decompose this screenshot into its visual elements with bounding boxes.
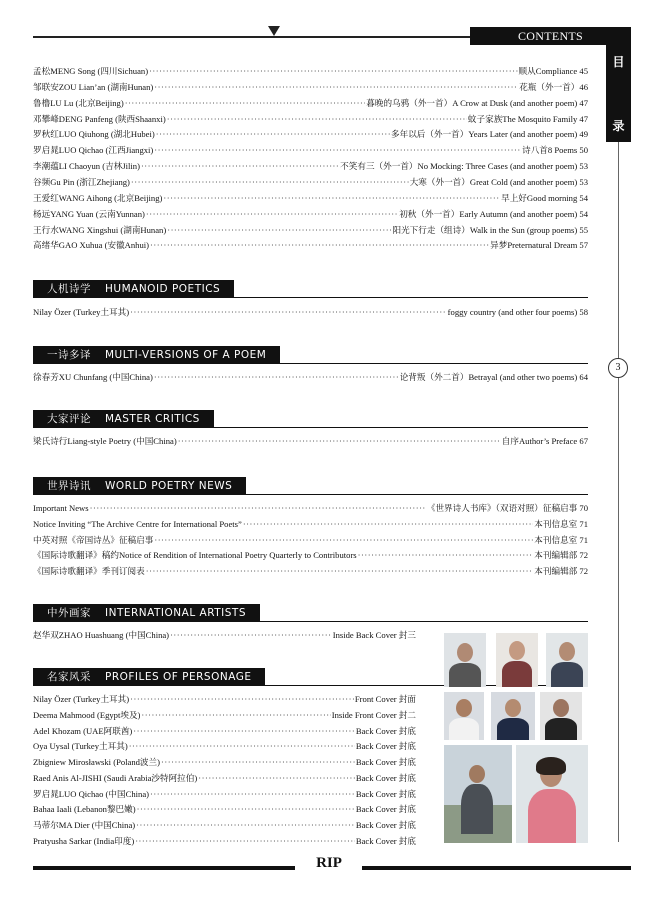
toc-entry [33,127,588,141]
toc-entry-title-page: Inside Back Cover 封三 [332,630,416,640]
dot-leader [154,370,399,384]
toc-entry-title-page: 花瓶（外一首）46 [519,81,588,92]
dot-leader [135,834,355,848]
toc-entry-title-page: 阳光下行走（组诗）Walk in the Sun (group poems) 55 [392,224,588,235]
toc-entry-author: Important News [33,503,89,513]
toc-entry-title-page: Front Cover 封面 [354,694,416,704]
toc-entry [33,207,588,221]
toc-entry [33,548,588,562]
toc-entry-title-page: Inside Front Cover 封二 [331,709,416,720]
toc-entry [33,802,416,816]
toc-entry [33,739,416,753]
toc-entry-title-page: foggy country (and other four poems) 58 [447,307,588,317]
dot-leader [154,533,533,547]
section-title-cn: 名家风采 [47,671,91,683]
toc-entry-author: Deema Mahmood (Egypt埃及) [33,709,141,720]
toc-entry [33,143,588,157]
dot-leader [125,96,366,110]
toc-entry [33,628,416,642]
portrait-photo [491,692,535,740]
dot-leader [150,238,489,252]
toc-entry-title-page: 顺从Compliance 45 [518,66,588,76]
dot-leader [90,501,426,515]
section-title-en: INTERNATIONAL ARTISTS [105,607,246,619]
toc-entry-title-page: Back Cover 封底 [355,741,416,752]
toc-entry-title-page: 大寒（外一首）Great Cold (and another poem) 53 [409,176,588,187]
footer-rule-left [33,866,295,870]
section-title-cn: 人机诗学 [47,283,91,295]
toc-entry [33,175,588,189]
toc-entry-title-page: 本刊信息室 71 [534,518,588,529]
dot-leader [146,207,398,221]
dot-leader [130,692,354,706]
toc-entry [33,305,588,319]
dot-leader [141,159,339,173]
toc-entry-author: 王行水WANG Xingshui (湖南Hunan) [33,224,167,235]
toc-entry-author: 马蒂尔MA Dier (中国China) [33,820,136,830]
toc-entry-author: Bahaa Iaali (Lebanon黎巴嫩) [33,804,136,815]
dot-leader [163,191,500,205]
toc-entry [33,787,416,801]
toc-entry-title-page: 《世界诗人书库》（双语对照）征稿启事 70 [426,503,588,513]
toc-entry [33,564,588,578]
dot-leader [141,708,330,722]
dot-leader [161,755,355,769]
toc-entry-author: 梁氏诗行Liang-style Poetry (中国China) [33,436,177,446]
dot-leader [154,143,521,157]
toc-entry-author: 罗启晁LUO Qichao (江西Jiangxi) [33,145,154,156]
toc-entry-author: Zbigniew Mirosławski (Poland波兰) [33,757,160,767]
toc-entry [33,517,588,531]
toc-entry-author: Nilay Özer (Turkey土耳其) [33,307,130,317]
dot-leader [129,739,355,753]
toc-entry-title-page: Back Cover 封底 [355,804,416,815]
toc-entry-author: 杨远YANG Yuan (云南Yunnan) [33,208,145,219]
toc-entry [33,434,588,448]
section-title-en: HUMANOID POETICS [105,283,221,295]
section-header [33,280,234,298]
toc-entry [33,501,588,515]
toc-entry-author: 邹联安ZOU Lian’an (湖南Hunan) [33,81,154,92]
toc-entry-title-page: Back Cover 封底 [355,835,416,846]
toc-entry [33,112,588,126]
toc-entry-author: 罗秋红LUO Qiuhong (湖北Hubei) [33,129,155,140]
triangle-marker-icon [268,26,280,36]
section-title-cn: 大家评论 [47,413,91,425]
dot-leader [149,64,517,78]
toc-entry-title-page: 早上好Good morning 54 [501,192,588,203]
toc-entry [33,818,416,832]
toc-entry [33,64,588,78]
toc-entry-title-page: 诗八首8 Poems 50 [522,145,588,156]
toc-entry-title-page: Back Cover 封底 [355,788,416,799]
toc-entry-author: 徐春芳XU Chunfang (中国China) [33,372,153,382]
toc-entry-title-page: 本刊编辑部 72 [534,566,588,576]
section-title-en: PROFILES OF PERSONAGE [105,671,252,683]
side-label-bottom: 录 [612,119,625,133]
section-title-en: MASTER CRITICS [105,413,200,425]
portrait-photo [444,692,484,740]
toc-entry-title-page: Back Cover 封底 [355,820,416,830]
toc-entry [33,80,588,94]
dot-leader [243,517,533,531]
toc-entry-author: 孟松MENG Song (四川Sichuan) [33,66,149,76]
toc-entry-author: 谷频Gu Pin (浙江Zhejiang) [33,176,130,187]
section-title-cn: 中外画家 [47,607,91,619]
toc-entry [33,96,588,110]
toc-entry [33,692,416,706]
dot-leader [154,80,518,94]
toc-entry [33,834,416,848]
section-header [33,604,260,622]
dot-leader [178,434,501,448]
toc-entry-title-page: 不笑有三（外一首）No Mocking: Three Cases (and another poem) 53 [340,161,588,172]
toc-entry-author: Nilay Özer (Turkey土耳其) [33,694,130,704]
toc-entry [33,533,588,547]
toc-entry-author: Oya Uysal (Turkey土耳其) [33,741,128,752]
side-rule [618,142,619,842]
toc-entry [33,370,588,384]
portrait-photo [496,633,538,687]
toc-entry-author: Raed Anis Al-JISHI (Saudi Arabia沙特阿拉伯) [33,772,198,783]
section-header [33,477,246,495]
toc-entry-title-page: 本刊信息室 71 [534,534,588,545]
contents-label: CONTENTS [470,27,631,45]
page-number: 3 [608,358,628,378]
section-title-cn: 一诗多译 [47,349,91,361]
toc-entry-title-page: 自序Author’s Preface 67 [501,436,588,446]
toc-entry [33,724,416,738]
dot-leader [156,127,390,141]
side-tab [606,45,631,142]
toc-entry-title-page: 论背叛（外二首）Betrayal (and other two poems) 64 [399,372,588,382]
toc-entry-author: 鲁橹LU Lu (北京Beijing) [33,97,124,108]
dot-leader [130,305,447,319]
portrait-photo [540,692,582,740]
footer-rule-right [362,866,631,870]
dot-leader [198,771,355,785]
section-header [33,668,265,686]
toc-entry [33,159,588,173]
section-title-en: WORLD POETRY NEWS [105,480,233,492]
toc-entry-title-page: 本刊编辑部 72 [534,550,588,561]
side-label-top: 目 [612,55,625,69]
toc-entry-author: 《国际诗歌翻译》季刊订阅表 [33,566,145,576]
dot-leader [146,564,534,578]
toc-entry-author: 《国际诗歌翻译》稿约Notice of Rendition of International Poetry Quarterly to Contributors [33,550,357,561]
toc-entry-author: 中英对照《帝国诗丛》征稿启事 [33,534,154,545]
toc-entry-title-page: 暮晚的乌鸦（外一首）A Crow at Dusk (and another poem) 47 [366,97,588,108]
portrait-photo [444,633,486,687]
toc-entry-author: Pratyusha Sarkar (India印度) [33,835,135,846]
toc-entry-author: Adel Khozam (UAE阿联酋) [33,725,133,736]
toc-entry-title-page: Back Cover 封底 [355,757,416,767]
dot-leader [167,223,391,237]
dot-leader [137,802,355,816]
dot-leader [150,787,355,801]
toc-entry [33,755,416,769]
section-header [33,346,280,364]
toc-entry [33,771,416,785]
portrait-photo [546,633,588,687]
toc-entry [33,223,588,237]
toc-entry-author: 李潮蕴LI Chaoyun (吉林Jilin) [33,161,140,172]
dot-leader [170,628,332,642]
portrait-photo [516,745,588,843]
dot-leader [133,724,355,738]
portrait-photo [444,745,512,843]
toc-entry-title-page: 初秋（外一首）Early Autumn (and another poem) 54 [399,208,588,219]
section-header [33,410,214,428]
section-title-cn: 世界诗讯 [47,480,91,492]
toc-entry-title-page: Back Cover 封底 [355,772,416,783]
toc-entry [33,708,416,722]
toc-entry-title-page: 异梦Preternatural Dream 57 [490,240,588,251]
dot-leader [167,112,467,126]
dot-leader [136,818,355,832]
toc-entry-author: 高绪华GAO Xuhua (安徽Anhui) [33,240,150,251]
toc-entry-title-page: 多年以后（外一首）Years Later (and another poem) 49 [391,129,588,140]
toc-entry-author: 罗启晁LUO Qichao (中国China) [33,788,149,799]
toc-entry [33,238,588,252]
footer-logo: RIP [316,855,342,871]
toc-entry-title-page: Back Cover 封底 [355,725,416,736]
toc-entry-author: 王爱红WANG Aihong (北京Beijing) [33,192,163,203]
toc-entry-author: Notice Inviting “The Archive Centre for International Poets” [33,518,242,529]
dot-leader [131,175,409,189]
toc-entry-author: 赵华双ZHAO Huashuang (中国China) [33,630,170,640]
section-title-en: MULTI-VERSIONS OF A POEM [105,349,267,361]
toc-entry-title-page: 蚊子家族The Mosquito Family 47 [467,113,588,124]
dot-leader [358,548,534,562]
toc-entry [33,191,588,205]
toc-entry-author: 邓攀峰DENG Panfeng (陕西Shaanxi) [33,113,166,124]
